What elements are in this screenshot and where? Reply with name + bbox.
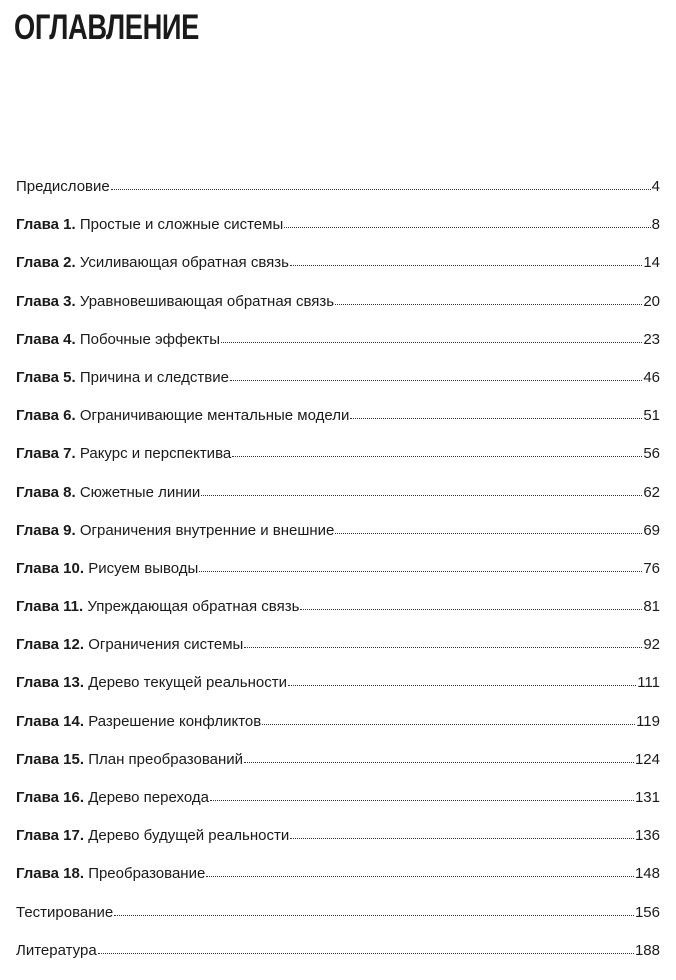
page-number: 148 [634, 865, 660, 883]
toc-entry [16, 712, 660, 750]
page-number: 92 [643, 636, 660, 654]
dot-leader [244, 646, 642, 648]
toc-entry-label [16, 712, 261, 732]
toc-entry-label [16, 483, 200, 503]
dot-leader [98, 952, 634, 954]
chapter-title: Дерево текущей реальности [88, 674, 287, 692]
dot-leader [232, 455, 642, 457]
page-number: 76 [643, 559, 660, 577]
page-number: 62 [643, 483, 660, 501]
toc-entry-label [16, 941, 97, 961]
dot-leader [199, 570, 642, 572]
chapter-number: Глава 13. [16, 674, 85, 692]
dot-leader [262, 723, 635, 725]
chapter-title: Преобразование [88, 865, 206, 883]
chapter-title: Дерево перехода [88, 789, 209, 806]
chapter-number: Глава 3. [16, 292, 76, 310]
chapter-number: Глава 15. [16, 750, 85, 768]
page-title: ОГЛАВЛЕНИЕ [14, 8, 199, 47]
toc-entry [16, 483, 660, 521]
toc-entry [16, 253, 660, 291]
dot-leader [335, 303, 642, 305]
chapter-title: Литература [16, 941, 97, 959]
toc-entry [16, 864, 660, 902]
toc-entry [16, 750, 660, 788]
toc-entry-label [16, 750, 243, 770]
dot-leader [288, 684, 636, 686]
table-of-contents [16, 177, 660, 979]
chapter-title: Упреждающая обратная связь [87, 598, 300, 616]
toc-entry [16, 444, 660, 482]
chapter-number: Глава 1. [16, 216, 76, 234]
chapter-title: Простые и сложные системы [79, 216, 284, 234]
chapter-title: Ограничивающие ментальные модели [79, 407, 350, 425]
dot-leader [290, 837, 634, 839]
toc-entry-label [16, 177, 110, 197]
dot-leader [350, 417, 642, 419]
chapter-number: Глава 6. [16, 407, 76, 425]
page-number: 56 [643, 445, 660, 463]
chapter-title: Усиливающая обратная связь [79, 254, 289, 272]
toc-entry-label [16, 253, 289, 273]
toc-entry-label [16, 864, 205, 884]
page-number: 119 [636, 712, 660, 730]
toc-entry-label [16, 406, 349, 426]
chapter-title: Предисловие [16, 178, 110, 195]
toc-entry-label [16, 521, 334, 541]
toc-entry [16, 406, 660, 444]
toc-entry-label [16, 673, 287, 693]
page-number: 81 [643, 598, 660, 616]
chapter-title: План преобразований [88, 750, 244, 768]
dot-leader [201, 494, 642, 496]
toc-entry [16, 559, 660, 597]
chapter-title: Причина и следствие [79, 368, 229, 386]
page-number: 69 [643, 521, 660, 539]
chapter-number: Глава 7. [16, 445, 76, 463]
toc-entry [16, 941, 660, 979]
toc-entry [16, 597, 660, 635]
toc-entry-label [16, 444, 231, 464]
toc-entry-label [16, 788, 209, 808]
toc-entry-label [16, 292, 334, 312]
chapter-number: Глава 18. [16, 865, 85, 883]
toc-entry-label [16, 559, 198, 579]
page-number: 46 [643, 368, 660, 386]
toc-entry [16, 635, 660, 673]
chapter-number: Глава 11. [16, 598, 84, 616]
chapter-title: Уравновешивающая обратная связь [79, 292, 335, 310]
toc-entry [16, 521, 660, 559]
page-number: 51 [643, 407, 660, 425]
dot-leader [290, 264, 642, 266]
chapter-number: Глава 5. [16, 368, 76, 386]
chapter-title: Ограничения внутренние и внешние [79, 521, 335, 539]
chapter-number: Глава 12. [16, 636, 85, 654]
toc-entry-label [16, 597, 299, 617]
toc-entry-label [16, 215, 283, 235]
chapter-title: Ракурс и перспектива [79, 445, 232, 463]
toc-entry-label [16, 903, 113, 923]
toc-entry [16, 903, 660, 941]
dot-leader [244, 761, 634, 763]
toc-entry [16, 673, 660, 711]
page-number: 8 [651, 216, 660, 234]
chapter-title: Тестирование [16, 903, 114, 921]
chapter-number: Глава 10. [16, 559, 85, 577]
chapter-title: Рисуем выводы [88, 559, 199, 577]
dot-leader [114, 914, 634, 916]
toc-entry [16, 177, 660, 215]
toc-entry [16, 215, 660, 253]
dot-leader [230, 379, 642, 381]
chapter-number: Глава 17. [16, 827, 85, 845]
chapter-number: Глава 2. [16, 254, 76, 272]
page-number: 20 [643, 292, 660, 310]
page-number: 4 [651, 178, 660, 195]
toc-entry [16, 788, 660, 826]
toc-entry-label [16, 330, 220, 350]
dot-leader [221, 341, 642, 343]
page-number: 188 [634, 941, 660, 959]
chapter-title: Дерево будущей реальности [88, 827, 290, 845]
page-number: 14 [643, 254, 660, 272]
dot-leader [284, 226, 650, 228]
chapter-title: Разрешение конфликтов [88, 712, 262, 730]
toc-entry-label [16, 635, 243, 655]
page-number: 23 [643, 330, 660, 348]
chapter-title: Побочные эффекты [79, 330, 221, 348]
chapter-number: Глава 14. [16, 712, 85, 730]
chapter-number: Глава 9. [16, 521, 76, 539]
dot-leader [206, 875, 634, 877]
page-number: 156 [634, 903, 660, 921]
dot-leader [335, 532, 642, 534]
toc-entry [16, 330, 660, 368]
toc-entry [16, 826, 660, 864]
dot-leader [300, 608, 642, 610]
dot-leader [111, 188, 651, 190]
page-number: 136 [634, 827, 660, 845]
chapter-title: Ограничения системы [88, 636, 244, 654]
chapter-number: Глава 16. [16, 789, 85, 806]
toc-entry-label [16, 826, 289, 846]
page-number: 111 [637, 674, 660, 692]
toc-entry [16, 368, 660, 406]
chapter-title: Сюжетные линии [79, 483, 201, 501]
page-number: 131 [634, 789, 660, 806]
page-number: 124 [634, 750, 660, 768]
toc-entry [16, 292, 660, 330]
toc-entry-label [16, 368, 229, 388]
chapter-number: Глава 8. [16, 483, 76, 501]
dot-leader [210, 799, 634, 801]
chapter-number: Глава 4. [16, 330, 76, 348]
